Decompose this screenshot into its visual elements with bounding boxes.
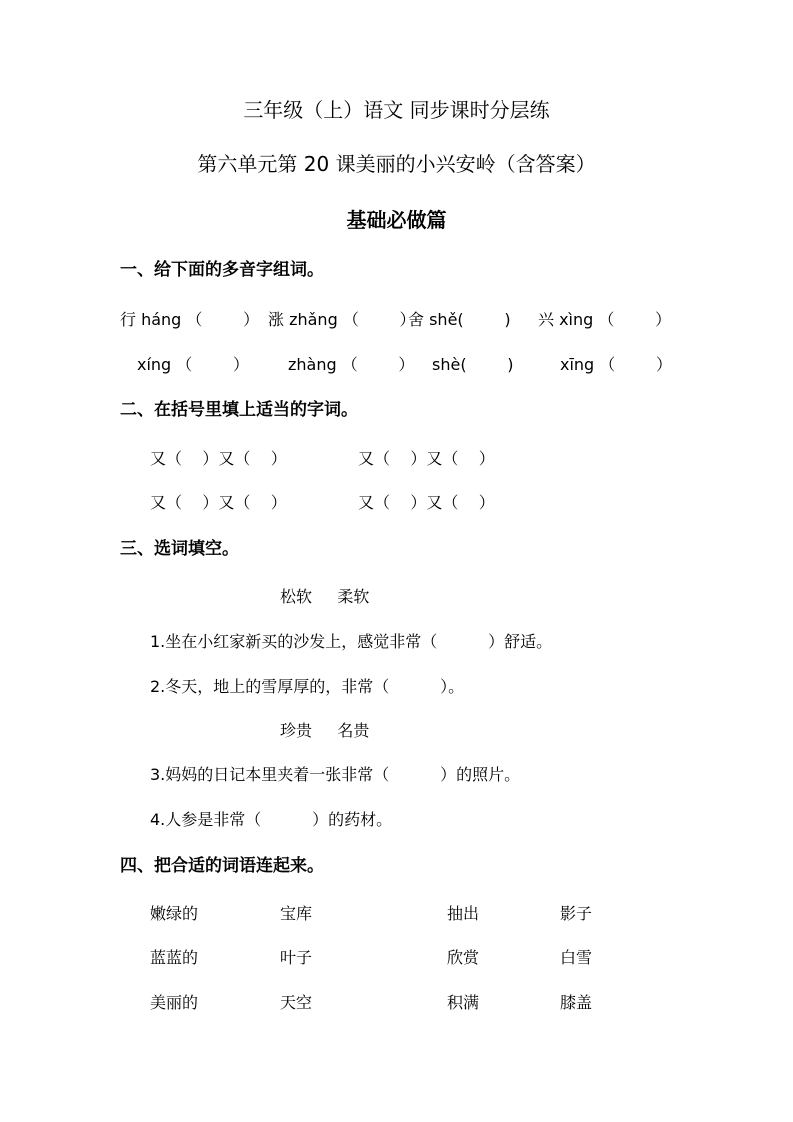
- q1-heading: 一、给下面的多音字组词。: [120, 260, 324, 280]
- doc-title: 三年级（上）语文 同步课时分层练: [243, 98, 550, 122]
- match-word: 欣赏: [447, 948, 480, 967]
- match-word: 天空: [280, 993, 313, 1012]
- match-word: 嫩绿的: [150, 904, 199, 923]
- q2-item: 又（ ）又（ ）: [358, 493, 495, 512]
- match-word: 叶子: [280, 948, 313, 967]
- match-word: 积满: [447, 993, 480, 1012]
- q4-heading: 四、把合适的词语连起来。: [120, 856, 324, 876]
- match-word: 影子: [560, 904, 593, 923]
- q3-heading: 三、选词填空。: [120, 539, 239, 559]
- q2-heading: 二、在括号里填上适当的字词。: [120, 400, 358, 420]
- word-choices: 松软 柔软: [280, 587, 370, 606]
- match-word: 膝盖: [560, 993, 593, 1012]
- q3-sentence: 3.妈妈的日记本里夹着一张非常（ ）的照片。: [150, 765, 521, 784]
- q2-item: 又（ ）又（ ）: [150, 449, 287, 468]
- level-heading: 基础必做篇: [346, 208, 447, 232]
- match-word: 白雪: [560, 948, 593, 967]
- q2-item: 又（ ）又（ ）: [358, 449, 495, 468]
- q1-item: xīng （ ）: [560, 355, 672, 374]
- q1-item: xíng （ ）: [137, 355, 249, 374]
- q1-item: 舍 shě( ): [408, 310, 511, 329]
- q1-item: shè( ): [432, 355, 514, 374]
- doc-subtitle: 第六单元第 20 课美丽的小兴安岭（含答案）: [197, 152, 596, 176]
- match-word: 美丽的: [150, 993, 199, 1012]
- q3-sentence: 4.人参是非常（ ）的药材。: [150, 810, 393, 829]
- q1-item: 兴 xìng （ ）: [538, 310, 672, 329]
- q1-item: 涨 zhǎng （ ）: [268, 310, 416, 329]
- q3-sentence: 1.坐在小红家新买的沙发上，感觉非常（ ）舒适。: [150, 632, 553, 651]
- q1-item: 行 háng （ ）: [120, 310, 260, 329]
- q1-item: zhàng （ ）: [288, 355, 415, 374]
- word-choices: 珍贵 名贵: [280, 721, 370, 740]
- q2-item: 又（ ）又（ ）: [150, 493, 287, 512]
- q3-sentence: 2.冬天，地上的雪厚厚的，非常（ ）。: [150, 677, 465, 696]
- match-word: 蓝蓝的: [150, 948, 199, 967]
- match-word: 宝库: [280, 904, 313, 923]
- match-word: 抽出: [447, 904, 480, 923]
